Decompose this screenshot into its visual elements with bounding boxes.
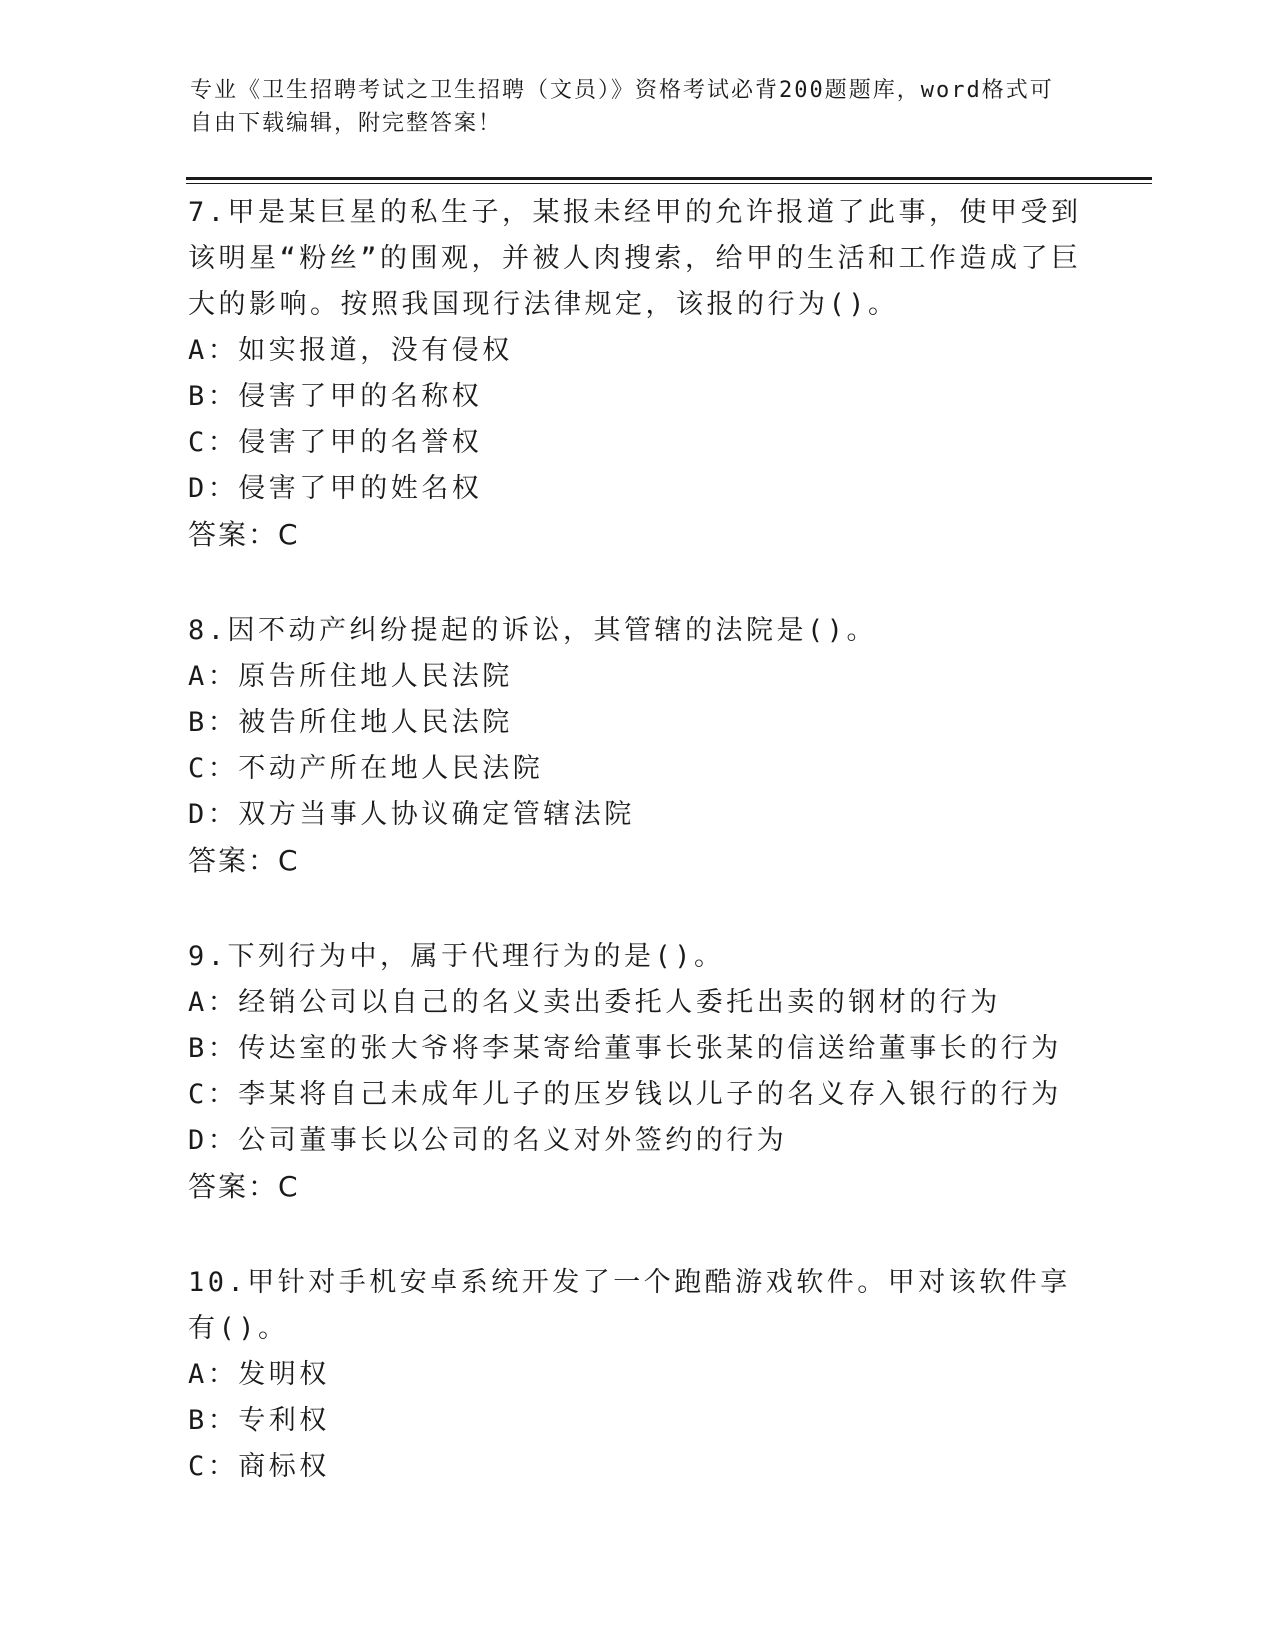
option-d: D：侵害了甲的姓名权 [188,473,483,504]
question-stem: 7.甲是某巨星的私生子，某报未经甲的允许报道了此事，使甲受到该明星“粉丝”的围观，并被人肉搜索，给甲的生活和工作造成了巨大的影响。按照我国现行法律规定，该报的行为()。 [188,197,1082,320]
question-list [188,190,1088,1490]
option-c: C：商标权 [188,1451,330,1482]
option-a: A：经销公司以自己的名义卖出委托人委托出卖的钢材的行为 [188,987,1001,1018]
header-divider-thin [186,183,1152,184]
question-stem: 9.下列行为中，属于代理行为的是()。 [188,941,725,972]
question-10 [188,1260,1088,1490]
question-stem: 8.因不动产纠纷提起的诉讼，其管辖的法院是()。 [188,615,878,646]
question-9 [188,934,1088,1210]
answer-line: 答案：C [188,518,300,551]
option-b: B：侵害了甲的名称权 [188,381,483,412]
header-divider-thick [186,177,1152,180]
option-d: D：公司董事长以公司的名义对外签约的行为 [188,1125,788,1156]
question-8 [188,608,1088,884]
document-header: 专业《卫生招聘考试之卫生招聘（文员）》资格考试必背200题题库，word格式可自由下载编辑，附完整答案！ [190,78,1054,136]
option-c: C：李某将自己未成年儿子的压岁钱以儿子的名义存入银行的行为 [188,1079,1062,1110]
option-b: B：传达室的张大爷将李某寄给董事长张某的信送给董事长的行为 [188,1033,1062,1064]
answer-line: 答案：C [188,1170,300,1203]
option-c: C：侵害了甲的名誉权 [188,427,483,458]
option-a: A：如实报道，没有侵权 [188,335,513,366]
option-c: C：不动产所在地人民法院 [188,753,544,784]
answer-line: 答案：C [188,844,300,877]
question-7 [188,190,1088,558]
option-b: B：专利权 [188,1405,330,1436]
question-stem: 10.甲针对手机安卓系统开发了一个跑酷游戏软件。甲对该软件享有()。 [188,1267,1071,1344]
option-a: A：原告所住地人民法院 [188,661,513,692]
option-d: D：双方当事人协议确定管辖法院 [188,799,635,830]
option-a: A：发明权 [188,1359,330,1390]
option-b: B：被告所住地人民法院 [188,707,513,738]
